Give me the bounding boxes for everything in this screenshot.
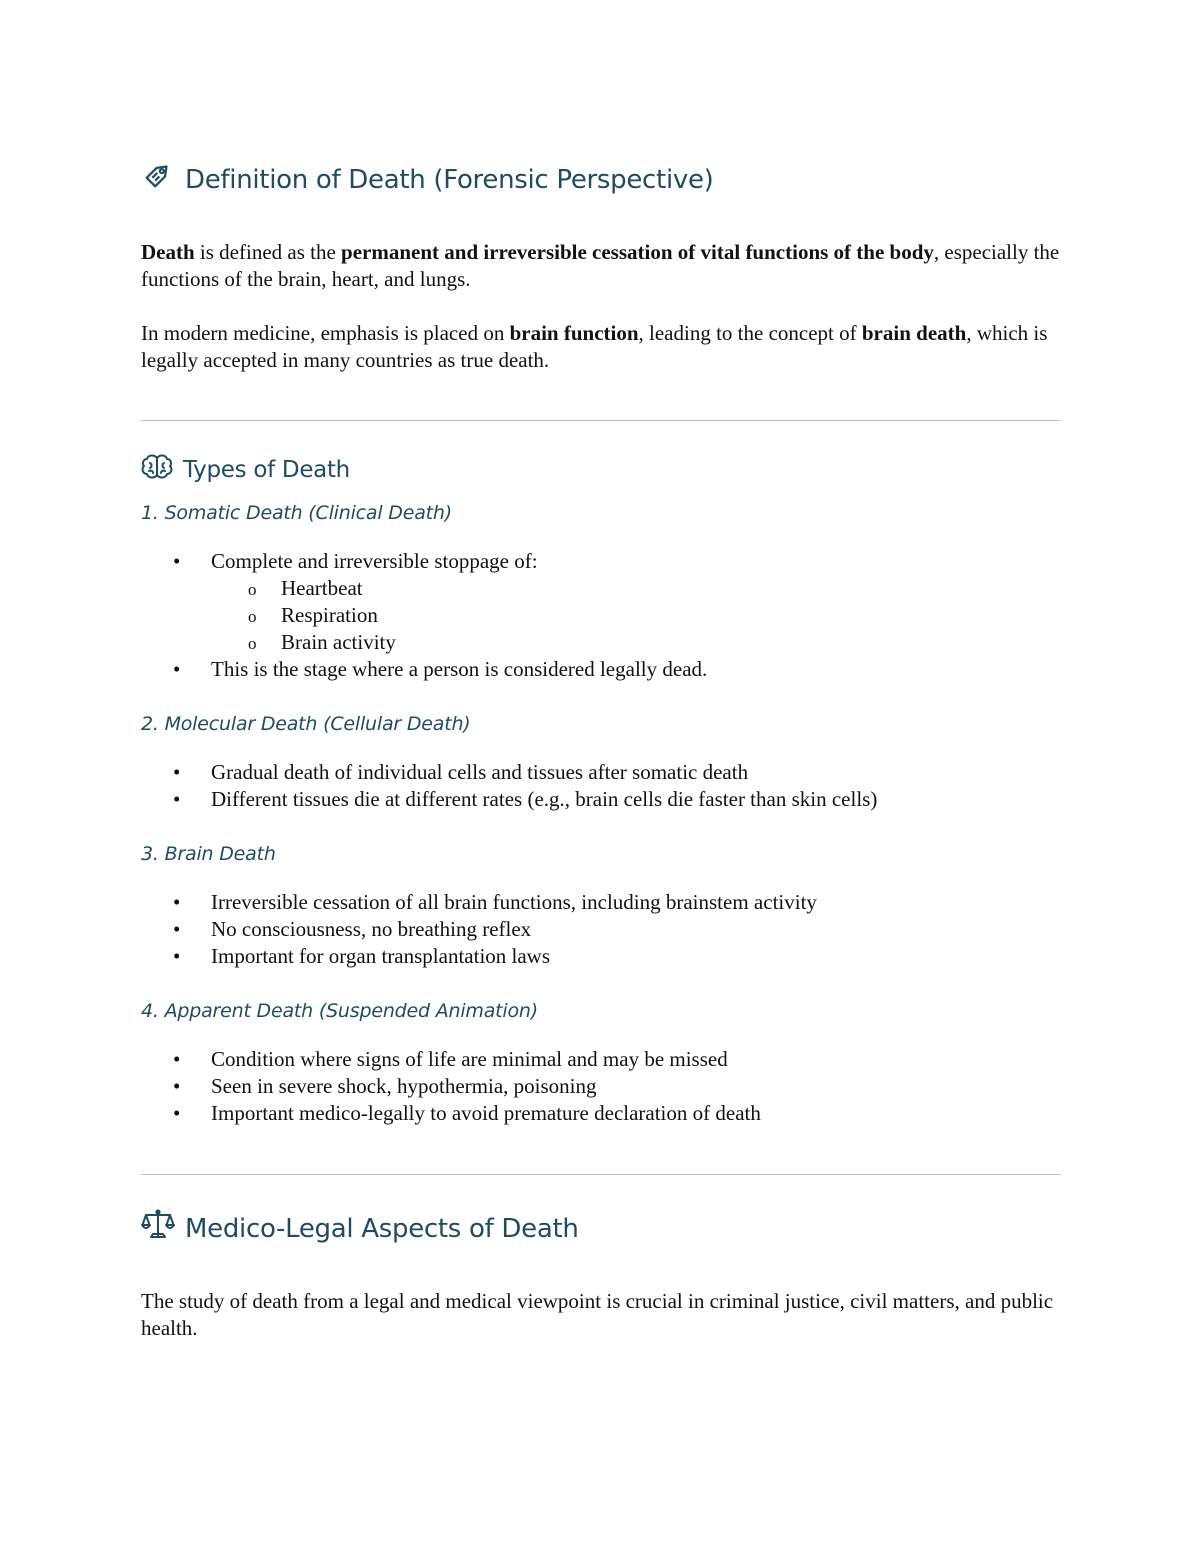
medico-legal-paragraph: The study of death from a legal and medical viewpoint is crucial in criminal justice, civil matters, and public health. bbox=[141, 1289, 1054, 1340]
type-1-list bbox=[141, 548, 1061, 683]
sub-list bbox=[211, 575, 1061, 656]
medico-legal-heading-text: Medico-Legal Aspects of Death bbox=[185, 1214, 579, 1244]
term-death: Death bbox=[141, 240, 195, 264]
list-item: • Gradual death of individual cells and tissues after somatic death bbox=[141, 759, 1061, 786]
definition-heading bbox=[141, 158, 1061, 204]
list-item: • Seen in severe shock, hypothermia, poisoning bbox=[141, 1073, 1061, 1100]
list-item: • Important medico-legally to avoid premature declaration of death bbox=[141, 1100, 1061, 1127]
list-item: • This is the stage where a person is considered legally dead. bbox=[141, 656, 1061, 683]
types-heading-text: Types of Death bbox=[183, 457, 350, 483]
list-item: • No consciousness, no breathing reflex bbox=[141, 916, 1061, 943]
sub-list-item: o Respiration bbox=[211, 602, 1061, 629]
scales-icon bbox=[141, 1207, 175, 1253]
tag-icon bbox=[141, 158, 175, 204]
term-brain-function: brain function bbox=[509, 321, 639, 345]
divider-2 bbox=[141, 1174, 1061, 1175]
definition-paragraph: Death is defined as the permanent and irreversible cessation of vital functions of the body, especially the functions of the brain, heart, and lungs. bbox=[141, 240, 1060, 291]
definition-heading-text: Definition of Death (Forensic Perspective) bbox=[185, 165, 714, 195]
type-1-heading: 1. Somatic Death (Clinical Death) bbox=[141, 502, 452, 524]
list-item: • Important for organ transplantation laws bbox=[141, 943, 1061, 970]
type-3-heading: 3. Brain Death bbox=[141, 843, 276, 865]
modern-medicine-paragraph: In modern medicine, emphasis is placed on brain function, leading to the concept of brain death, which is legally accepted in many countries as true death. bbox=[141, 321, 1048, 372]
divider-1 bbox=[141, 420, 1061, 421]
types-heading bbox=[141, 453, 1061, 491]
sub-list-item: o Brain activity bbox=[211, 629, 1061, 656]
list-item: • Different tissues die at different rates (e.g., brain cells die faster than skin cells) bbox=[141, 786, 1061, 813]
medico-legal-heading bbox=[141, 1207, 1061, 1253]
type-2-list bbox=[141, 759, 1061, 813]
sub-list-item: o Heartbeat bbox=[211, 575, 1061, 602]
type-4-list bbox=[141, 1046, 1061, 1127]
brain-icon bbox=[141, 453, 173, 491]
list-item: • Irreversible cessation of all brain functions, including brainstem activity bbox=[141, 889, 1061, 916]
document-content bbox=[141, 158, 1061, 1342]
type-2-heading: 2. Molecular Death (Cellular Death) bbox=[141, 713, 471, 735]
list-item: • Condition where signs of life are minimal and may be missed bbox=[141, 1046, 1061, 1073]
type-4-heading: 4. Apparent Death (Suspended Animation) bbox=[141, 1000, 538, 1022]
type-3-list bbox=[141, 889, 1061, 970]
list-item: • Complete and irreversible stoppage of: o Heartbeat o Respiration o Brain activity bbox=[141, 548, 1061, 656]
definition-emphasis: permanent and irreversible cessation of vital functions of the body bbox=[341, 240, 934, 264]
term-brain-death: brain death bbox=[861, 321, 967, 345]
